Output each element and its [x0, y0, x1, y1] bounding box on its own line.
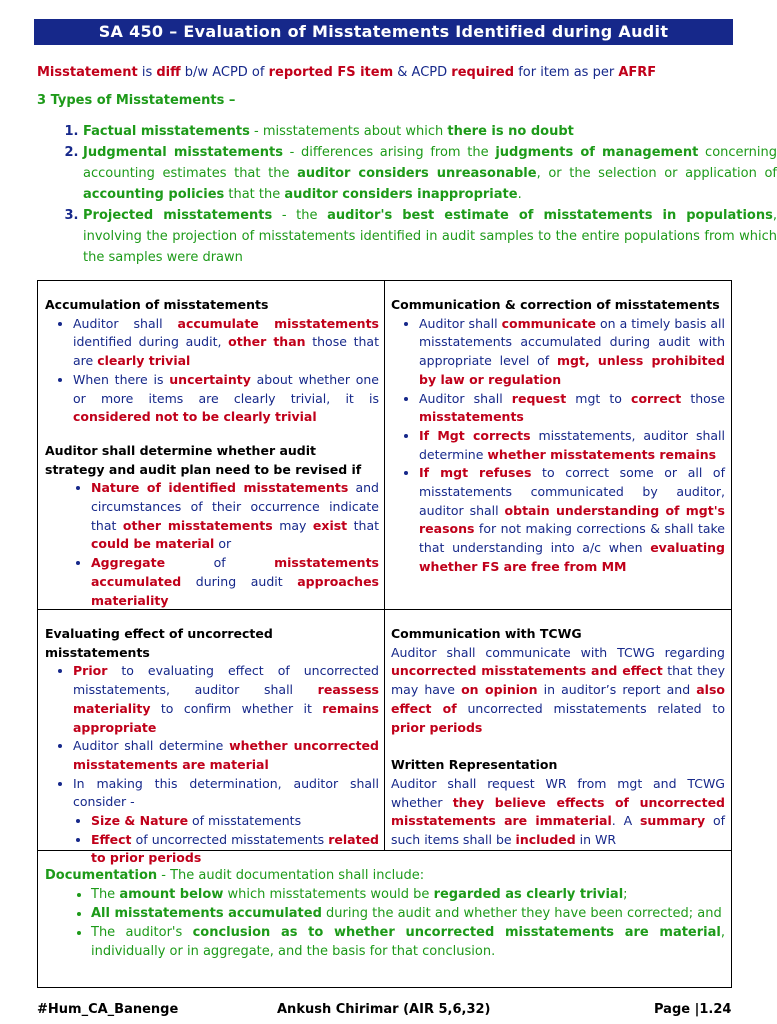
list-item: • In making this determination, auditor shall consider - [73, 775, 379, 812]
footer-hashtag: #Hum_CA_Banenge [37, 1002, 179, 1017]
paragraph: Auditor shall request WR from mgt and TCWG whether they believe effects of uncorrected misstatements are immaterial. A summary of such items shall be included in WR [391, 775, 725, 848]
list-item: • Aggregate of misstatements accumulated during audit approaches materiality [91, 554, 379, 610]
section-heading: Documentation - The audit documentation shall include: [45, 868, 425, 883]
type-item-judgmental: 2. Judgmental misstatements - differences arising from the judgments of management concerning accounting estimates that the auditor considers unreasonable, or the selection or application of accounting policies that the auditor considers inappropriate. [83, 142, 777, 205]
list-item: • The amount below which misstatements would be regarded as clearly trivial; [91, 885, 725, 904]
section-heading: Communication & correction of misstatements [391, 297, 720, 312]
documentation-section [45, 866, 725, 961]
section-heading: Accumulation of misstatements [45, 297, 269, 312]
footer-page-number: Page |1.24 [654, 1002, 732, 1017]
list-item: • All misstatements accumulated during the audit and whether they have been corrected; and [91, 904, 725, 923]
type-item-projected: 3. Projected misstatements - the auditor's best estimate of misstatements in populations, involving the projection of misstatements identified in audit samples to the entire populations from which the samples were drawn [83, 205, 777, 268]
sub-heading: Auditor shall determine whether audit strategy and audit plan need to be revised if [45, 442, 362, 477]
intro-definition: Misstatement is diff b/w ACPD of reported FS item & ACPD required for item as per AFRF [37, 65, 657, 80]
section-heading: Evaluating effect of uncorrected misstatements [45, 626, 273, 660]
list-item: • Size & Nature of misstatements [91, 812, 379, 831]
type-item-factual: 1. Factual misstatements - misstatements about which there is no doubt [83, 121, 777, 142]
list-item: • When there is uncertainty about whether one or more items are clearly trivial, it is considered not to be clearly trivial [73, 371, 379, 427]
list-item: • Effect of uncorrected misstatements related to prior periods [91, 831, 379, 868]
accumulation-section [45, 296, 379, 610]
list-item: • Auditor shall determine whether uncorrected misstatements are material [73, 737, 379, 774]
list-item: • If Mgt corrects misstatements, auditor shall determine whether misstatements remains [419, 427, 725, 464]
page-title: SA 450 – Evaluation of Misstatements Identified during Audit [34, 19, 733, 45]
paragraph: Auditor shall communicate with TCWG regarding uncorrected misstatements and effect that they may have on opinion in auditor’s report and also effect of uncorrected misstatements related to prior periods [391, 644, 725, 735]
evaluating-section [45, 625, 379, 868]
footer-author: Ankush Chirimar (AIR 5,6,32) [277, 1002, 491, 1017]
tcwg-section [391, 625, 725, 850]
list-item: • Auditor shall communicate on a timely basis all misstatements accumulated during audit with appropriate level of mgt, unless prohibited by law or regulation [419, 315, 725, 390]
list-item: • If mgt refuses to correct some or all of misstatements communicated by auditor, auditor shall obtain understanding of mgt's reasons for not making corrections & shall take that understanding into a/c when evaluating whether FS are free from MM [419, 464, 725, 576]
communication-section [391, 296, 725, 577]
types-heading: 3 Types of Misstatements – [37, 93, 236, 108]
content-grid [37, 280, 732, 988]
list-item: • The auditor's conclusion as to whether uncorrected misstatements are material, individually or in aggregate, and the basis for that conclusion. [91, 923, 725, 961]
list-item: • Nature of identified misstatements and circumstances of their occurrence indicate that other misstatements may exist that could be material or [91, 479, 379, 554]
list-item: • Prior to evaluating effect of uncorrected misstatements, auditor shall reassess materiality to confirm whether it remains appropriate [73, 662, 379, 737]
section-heading: Written Representation [391, 757, 558, 773]
column-divider [384, 281, 385, 850]
section-heading: Communication with TCWG [391, 626, 582, 641]
list-item: • Auditor shall request mgt to correct those misstatements [419, 390, 725, 427]
list-item: • Auditor shall accumulate misstatements identified during audit, other than those that are clearly trivial [73, 315, 379, 371]
misstatement-types-list [37, 121, 777, 268]
